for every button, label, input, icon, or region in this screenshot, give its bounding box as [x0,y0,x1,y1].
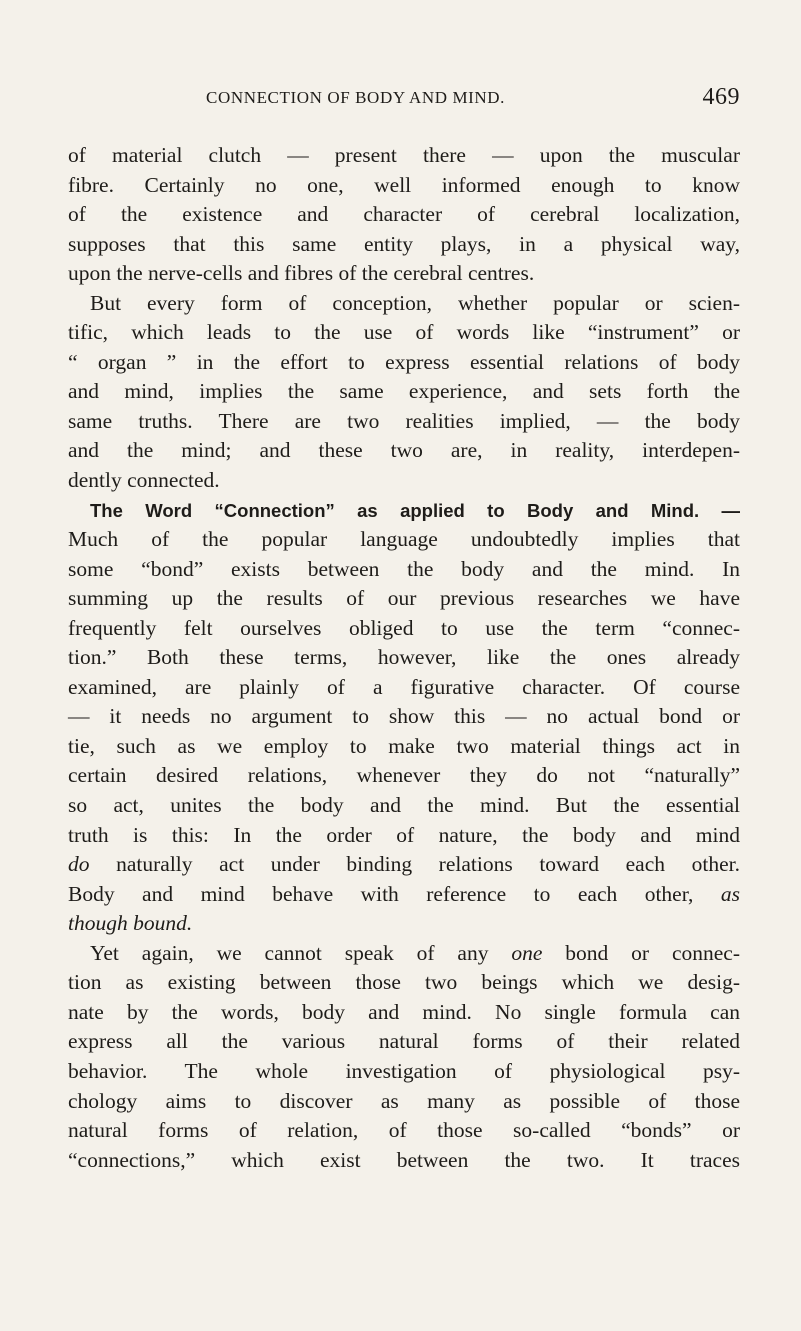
running-head [68,84,740,114]
text-line: behavior. The whole investigation of physiological psy- [68,1058,740,1083]
text-line [68,939,740,969]
text-line [68,909,740,939]
text-line: dently connected. [68,468,220,493]
text-line: tion as existing between those two beings which we desig- [68,970,740,995]
text-line: frequently felt ourselves obliged to use the term “connec- [68,615,740,640]
text-line: express all the various natural forms of their related [68,1029,740,1054]
text-line: so act, unites the body and the mind. But the essential [68,793,740,818]
text-line: truth is this: In the order of nature, the body and mind [68,822,740,847]
section-heading: The Word “Connection” as applied to Body and Mind. — [90,499,740,521]
emphasis-text: as [720,881,740,906]
text-run: Body and mind behave with reference to each other, [68,881,721,906]
emphasis-text: do [68,852,90,877]
text-line [68,880,740,910]
emphasis-text: though bound. [68,911,193,936]
text-line: and mind, implies the same experience, and sets forth the [68,379,740,404]
text-line: upon the nerve-cells and fibres of the cerebral centres. [68,261,535,286]
emphasis-text: one [511,940,543,965]
text-line: some “bond” exists between the body and the mind. In [68,556,740,581]
text-line: same truths. There are two realities implied, — the body [68,408,740,433]
text-line: tific, which leads to the use of words like “instrument” or [68,320,740,345]
text-line: of material clutch — present there — upon the muscular [68,143,740,167]
text-line: tion.” Both these terms, however, like the ones already [68,645,740,670]
text-run: Yet again, we cannot speak of any [90,940,512,965]
body-text [68,141,740,1175]
text-line: summing up the results of our previous researches we have [68,586,740,611]
text-line: certain desired relations, whenever they do not “naturally” [68,763,740,788]
text-line: “ organ ” in the effort to express essential relations of body [68,349,740,374]
text-line: tie, such as we employ to make two material things act in [68,733,740,758]
page-number: 469 [702,84,740,110]
text-run: bond or connec- [542,940,741,965]
text-line: Much of the popular language undoubtedly implies that [68,527,740,552]
section-heading-line [68,496,740,526]
text-line: and the mind; and these two are, in reality, interdepen- [68,438,740,463]
text-line [68,850,740,880]
text-line: fibre. Certainly no one, well informed enough to know [68,172,740,197]
text-line: examined, are plainly of a figurative character. Of course [68,674,740,699]
text-line: — it needs no argument to show this — no actual bond or [68,704,740,729]
text-line: supposes that this same entity plays, in a physical way, [68,231,740,256]
text-run: naturally act under binding relations toward each other. [89,852,740,877]
text-line: chology aims to discover as many as possible of those [68,1088,740,1113]
text-line: “connections,” which exist between the two. It traces [68,1147,740,1172]
text-line: natural forms of relation, of those so-called “bonds” or [68,1118,740,1143]
text-line: of the existence and character of cerebral localization, [68,202,740,227]
text-line: But every form of conception, whether popular or scien- [90,290,740,315]
running-title: CONNECTION OF BODY AND MIND. [206,88,506,107]
text-line: nate by the words, body and mind. No single formula can [68,999,740,1024]
